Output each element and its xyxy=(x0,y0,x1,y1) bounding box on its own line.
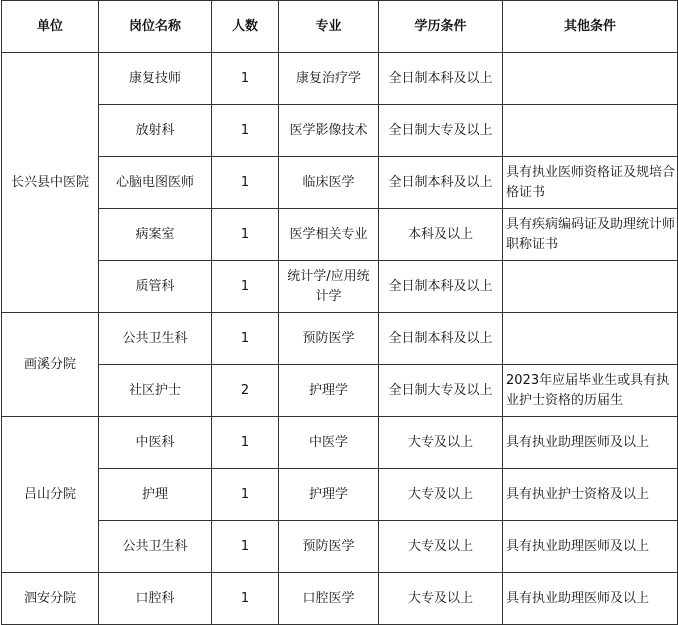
position-cell: 口腔科 xyxy=(99,573,212,625)
other-cell: 具有执业护士资格及以上 xyxy=(503,469,678,521)
table-row xyxy=(2,573,678,625)
header-row xyxy=(2,1,678,53)
header-major: 专业 xyxy=(279,1,379,53)
count-cell: 1 xyxy=(212,261,279,313)
table-row xyxy=(2,521,678,573)
header-education: 学历条件 xyxy=(379,1,503,53)
education-cell: 全日制本科及以上 xyxy=(379,53,503,105)
other-cell: 具有执业医师资格证及规培合格证书 xyxy=(503,157,678,209)
position-cell: 护理 xyxy=(99,469,212,521)
education-cell: 全日制本科及以上 xyxy=(379,313,503,365)
table-row xyxy=(2,105,678,157)
unit-cell: 泗安分院 xyxy=(2,573,99,625)
education-cell: 本科及以上 xyxy=(379,209,503,261)
header-other: 其他条件 xyxy=(503,1,678,53)
table-row xyxy=(2,209,678,261)
education-cell: 大专及以上 xyxy=(379,573,503,625)
major-cell: 中医学 xyxy=(279,417,379,469)
major-cell: 康复治疗学 xyxy=(279,53,379,105)
education-cell: 全日制大专及以上 xyxy=(379,105,503,157)
education-cell: 全日制本科及以上 xyxy=(379,261,503,313)
other-cell xyxy=(503,105,678,157)
table-row xyxy=(2,417,678,469)
position-cell: 康复技师 xyxy=(99,53,212,105)
education-cell: 大专及以上 xyxy=(379,417,503,469)
count-cell: 1 xyxy=(212,573,279,625)
major-cell: 护理学 xyxy=(279,365,379,417)
other-cell xyxy=(503,313,678,365)
position-cell: 病案室 xyxy=(99,209,212,261)
recruitment-table xyxy=(1,0,678,625)
other-cell: 具有执业助理医师及以上 xyxy=(503,417,678,469)
count-cell: 1 xyxy=(212,417,279,469)
education-cell: 大专及以上 xyxy=(379,521,503,573)
major-cell: 预防医学 xyxy=(279,313,379,365)
count-cell: 1 xyxy=(212,53,279,105)
other-cell xyxy=(503,261,678,313)
count-cell: 1 xyxy=(212,313,279,365)
major-cell: 医学相关专业 xyxy=(279,209,379,261)
position-cell: 公共卫生科 xyxy=(99,521,212,573)
header-count: 人数 xyxy=(212,1,279,53)
position-cell: 心脑电图医师 xyxy=(99,157,212,209)
count-cell: 1 xyxy=(212,209,279,261)
count-cell: 1 xyxy=(212,521,279,573)
count-cell: 1 xyxy=(212,105,279,157)
education-cell: 全日制大专及以上 xyxy=(379,365,503,417)
education-cell: 全日制本科及以上 xyxy=(379,157,503,209)
major-cell: 统计学/应用统计学 xyxy=(279,261,379,313)
position-cell: 社区护士 xyxy=(99,365,212,417)
count-cell: 1 xyxy=(212,469,279,521)
table-row xyxy=(2,157,678,209)
other-cell: 具有执业助理医师及以上 xyxy=(503,521,678,573)
education-cell: 大专及以上 xyxy=(379,469,503,521)
table-row xyxy=(2,53,678,105)
unit-cell: 长兴县中医院 xyxy=(2,53,99,313)
other-cell xyxy=(503,53,678,105)
table-row xyxy=(2,313,678,365)
other-cell: 具有疾病编码证及助理统计师职称证书 xyxy=(503,209,678,261)
count-cell: 2 xyxy=(212,365,279,417)
position-cell: 中医科 xyxy=(99,417,212,469)
unit-cell: 吕山分院 xyxy=(2,417,99,573)
table-row xyxy=(2,469,678,521)
unit-cell: 画溪分院 xyxy=(2,313,99,417)
table-row xyxy=(2,365,678,417)
other-cell: 2023年应届毕业生或具有执业护士资格的历届生 xyxy=(503,365,678,417)
position-cell: 公共卫生科 xyxy=(99,313,212,365)
other-cell: 具有执业助理医师及以上 xyxy=(503,573,678,625)
major-cell: 口腔医学 xyxy=(279,573,379,625)
major-cell: 预防医学 xyxy=(279,521,379,573)
major-cell: 临床医学 xyxy=(279,157,379,209)
major-cell: 医学影像技术 xyxy=(279,105,379,157)
header-unit: 单位 xyxy=(2,1,99,53)
table-row xyxy=(2,261,678,313)
header-position: 岗位名称 xyxy=(99,1,212,53)
major-cell: 护理学 xyxy=(279,469,379,521)
position-cell: 放射科 xyxy=(99,105,212,157)
position-cell: 质管科 xyxy=(99,261,212,313)
count-cell: 1 xyxy=(212,157,279,209)
